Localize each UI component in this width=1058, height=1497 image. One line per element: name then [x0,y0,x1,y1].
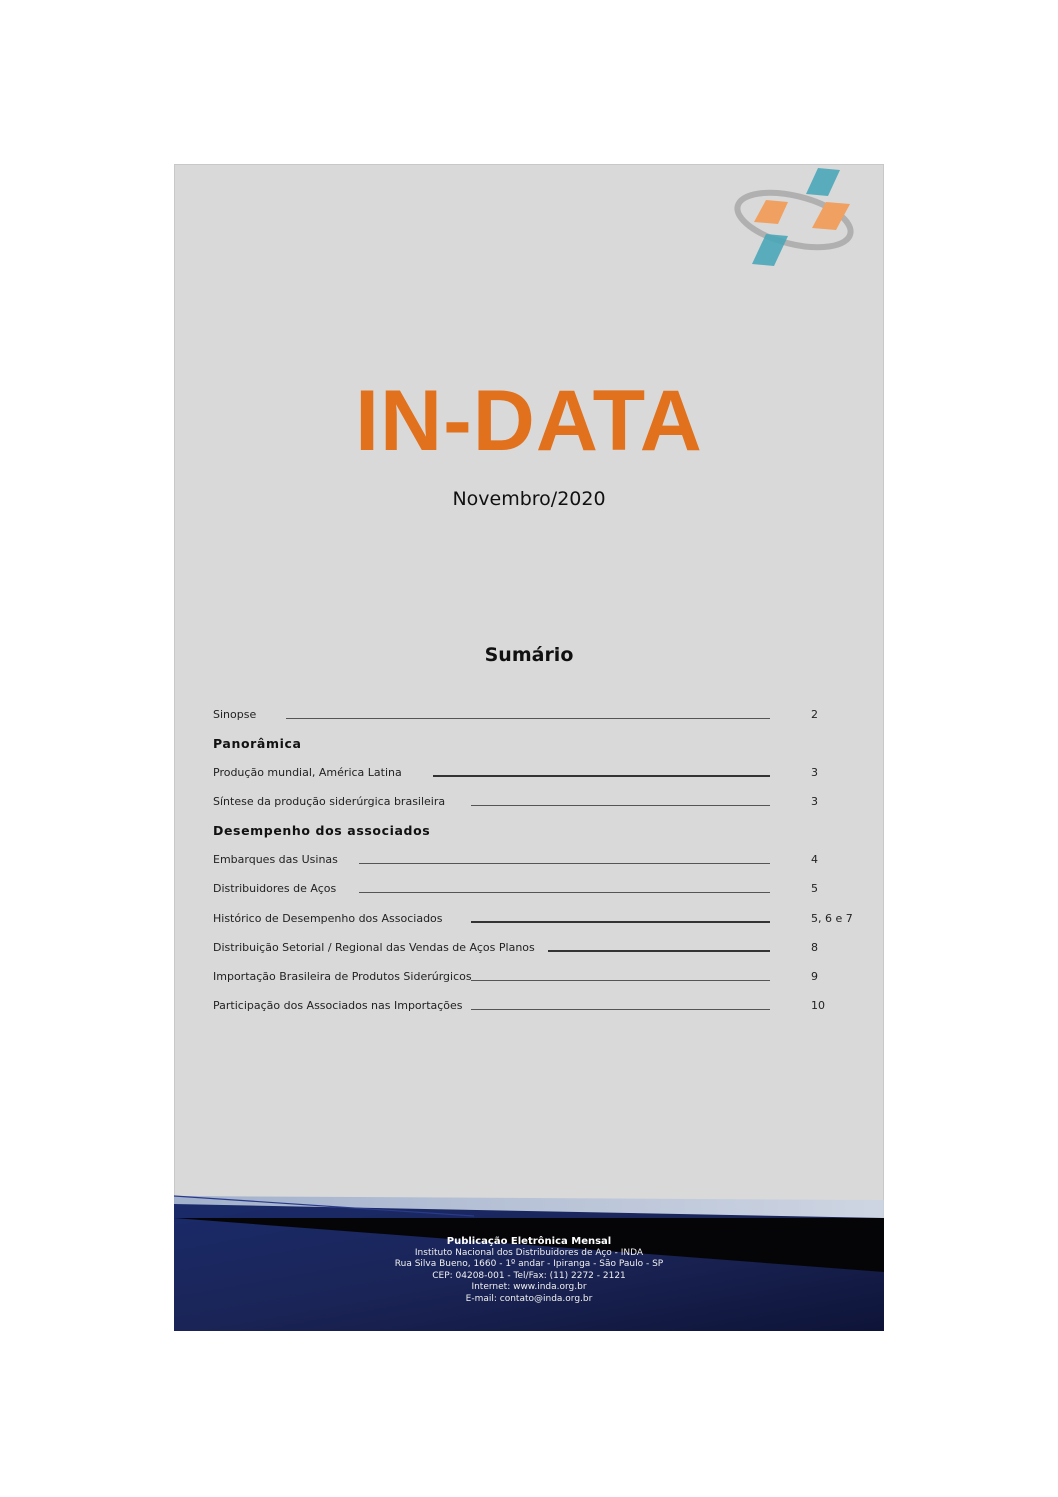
toc-item-page: 5 [811,882,818,895]
toc-item-distribuidores[interactable] [213,882,853,898]
toc-item-page: 2 [811,708,818,721]
toc-item-label: Distribuição Setorial / Regional das Vendas de Aços Planos [213,941,535,954]
toc-item-label: Distribuidores de Aços [213,882,337,895]
toc-item-page: 4 [811,853,818,866]
footer-line: Internet: www.inda.org.br [471,1282,587,1292]
toc-leader [471,921,770,923]
toc-leader [471,805,770,806]
toc-item-label: Produção mundial, América Latina [213,766,402,779]
toc-item-page: 8 [811,941,818,954]
toc-leader [471,980,770,981]
publication-title: IN-DATA [355,373,703,469]
toc-item-sintese-producao[interactable] [213,795,853,811]
toc-item-distribuicao-setorial[interactable] [213,941,853,957]
toc-leader [548,950,770,952]
footer-line: Instituto Nacional dos Distribuidores de Aço - INDA [414,1247,644,1258]
toc-leader [471,1009,770,1010]
toc-section-desempenho: Desempenho dos associados [213,823,431,838]
toc-item-page: 3 [811,795,818,808]
footer-line: Rua Silva Bueno, 1660 - 1º andar - Ipiranga - São Paulo - SP [394,1259,664,1269]
toc-item-label: Histórico de Desempenho dos Associados [213,912,443,925]
footer-line: E-mail: contato@inda.org.br [465,1293,593,1304]
toc-section-panoramica: Panorâmica [213,736,302,751]
toc-item-label: Embarques das Usinas [213,853,338,866]
toc-item-label: Sinopse [213,708,257,721]
toc-heading: Sumário [484,644,574,666]
inda-logo-icon [730,164,860,268]
toc-item-importacao[interactable] [213,970,853,986]
toc-leader [359,863,770,864]
toc-item-label: Participação dos Associados nas Importações [213,999,463,1012]
toc-item-sinopse[interactable] [213,708,853,724]
toc-item-label: Síntese da produção siderúrgica brasileira [213,795,446,808]
toc-item-embarques-usinas[interactable] [213,853,853,869]
toc-item-page: 9 [811,970,818,983]
footer-info [174,1236,884,1305]
toc-item-historico[interactable] [213,912,853,928]
footer-title: Publicação Eletrônica Mensal [446,1236,612,1247]
toc-item-participacao[interactable] [213,999,853,1015]
toc-leader [359,892,770,893]
toc-item-page: 10 [811,999,825,1012]
toc-item-label: Importação Brasileira de Produtos Siderúrgicos [213,970,472,983]
toc-item-producao-mundial[interactable] [213,766,853,782]
toc-leader [433,775,770,777]
toc-item-page: 3 [811,766,818,779]
publication-date: Novembro/2020 [452,488,606,510]
toc-item-page: 5, 6 e 7 [811,912,853,925]
toc-leader [286,718,770,719]
footer-line: CEP: 04208-001 - Tel/Fax: (11) 2272 - 2121 [432,1270,626,1281]
